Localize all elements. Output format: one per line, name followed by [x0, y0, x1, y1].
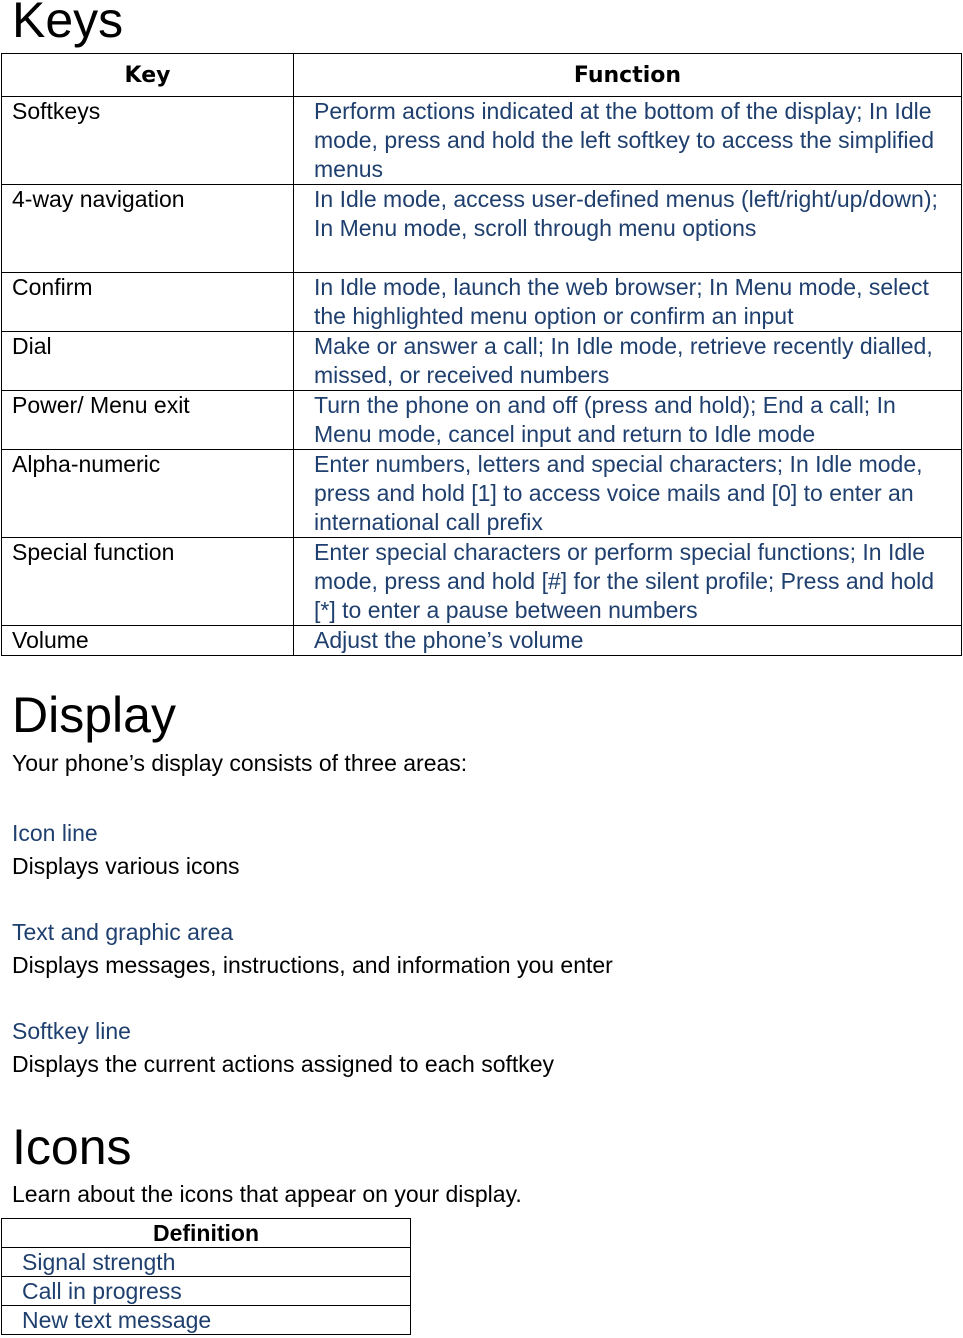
text-graphic-area-description: Displays messages, instructions, and information you enter: [12, 952, 613, 978]
keys-heading: Keys: [12, 0, 124, 48]
table-row: [2, 332, 962, 391]
function-cell: Perform actions indicated at the bottom of the display; In Idle mode, press and hold the left softkey to access the simplified menus: [294, 97, 962, 185]
key-cell: Alpha-numeric: [2, 450, 294, 538]
function-cell: Adjust the phone’s volume: [294, 626, 962, 656]
icon-line-description: Displays various icons: [12, 853, 240, 879]
key-column-header: Key: [2, 54, 294, 97]
table-row: [2, 1277, 411, 1306]
definition-cell: Signal strength: [2, 1248, 411, 1277]
key-cell: Dial: [2, 332, 294, 391]
table-header-row: [2, 1219, 411, 1248]
function-cell: Make or answer a call; In Idle mode, retrieve recently dialled, missed, or received numbers: [294, 332, 962, 391]
softkey-line-subheading: Softkey line: [12, 1018, 131, 1044]
function-cell: Enter numbers, letters and special characters; In Idle mode, press and hold [1] to access voice mails and [0] to enter an international call prefix: [294, 450, 962, 538]
display-heading: Display: [12, 687, 176, 743]
table-row: [2, 97, 962, 185]
key-cell: Special function: [2, 538, 294, 626]
table-row: [2, 391, 962, 450]
softkey-line-description: Displays the current actions assigned to each softkey: [12, 1051, 555, 1077]
function-cell: Enter special characters or perform special functions; In Idle mode, press and hold [#] for the silent profile; Press and hold [*] to enter a pause between numbers: [294, 538, 962, 626]
key-cell: Volume: [2, 626, 294, 656]
table-row: [2, 1306, 411, 1335]
keys-table: [1, 53, 962, 656]
display-intro: Your phone’s display consists of three areas:: [12, 750, 468, 776]
table-header-row: [2, 54, 962, 97]
table-row: [2, 273, 962, 332]
icons-definition-table: [1, 1218, 411, 1335]
key-cell: 4-way navigation: [2, 185, 294, 273]
table-row: [2, 538, 962, 626]
key-cell: Power/ Menu exit: [2, 391, 294, 450]
function-cell: Turn the phone on and off (press and hold); End a call; In Menu mode, cancel input and return to Idle mode: [294, 391, 962, 450]
definition-cell: Call in progress: [2, 1277, 411, 1306]
table-row: [2, 450, 962, 538]
definition-cell: New text message: [2, 1306, 411, 1335]
table-row: [2, 626, 962, 656]
text-graphic-area-subheading: Text and graphic area: [12, 919, 234, 945]
icons-intro: Learn about the icons that appear on your display.: [12, 1181, 522, 1207]
key-cell: Softkeys: [2, 97, 294, 185]
key-cell: Confirm: [2, 273, 294, 332]
table-row: [2, 185, 962, 273]
icons-heading: Icons: [12, 1119, 132, 1175]
function-cell: In Idle mode, launch the web browser; In Menu mode, select the highlighted menu option or confirm an input: [294, 273, 962, 332]
icon-line-subheading: Icon line: [12, 820, 98, 846]
table-row: [2, 1248, 411, 1277]
function-cell: In Idle mode, access user-defined menus (left/right/up/down); In Menu mode, scroll through menu options: [294, 185, 962, 273]
definition-column-header: Definition: [2, 1219, 411, 1248]
function-column-header: Function: [294, 54, 962, 97]
